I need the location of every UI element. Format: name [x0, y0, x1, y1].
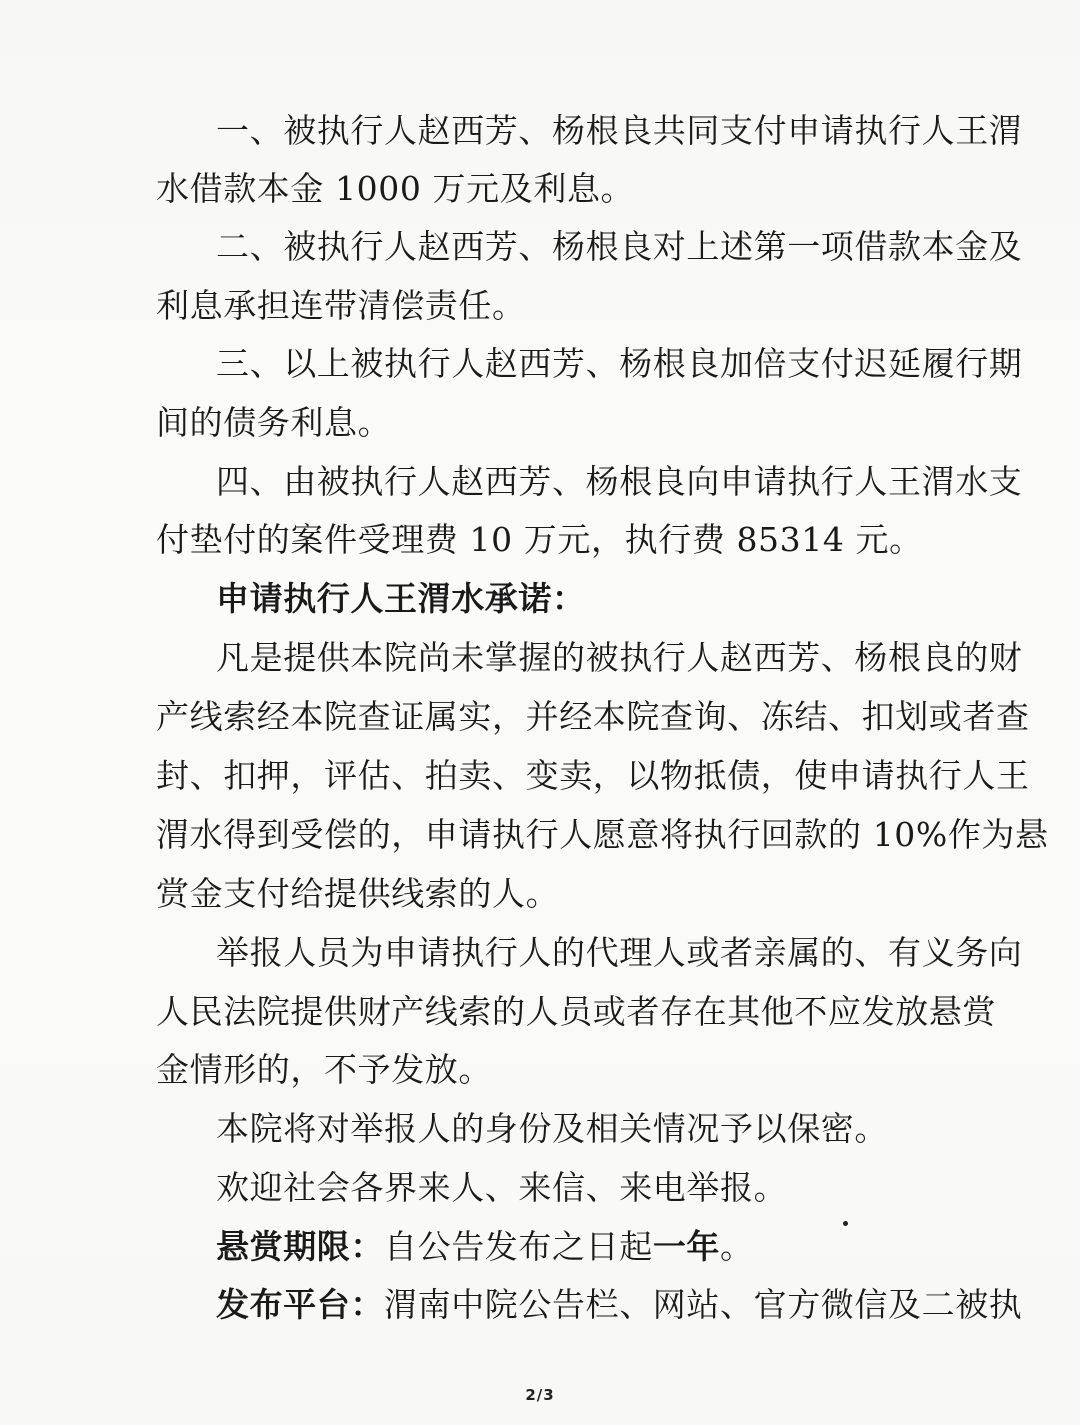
page-number: 2/3: [525, 1386, 555, 1404]
reward-period-label: 悬赏期限：: [216, 1227, 384, 1266]
paragraph-1-line-2: 水借款本金 1000 万元及利息。: [156, 169, 635, 208]
paragraph-6-line-1: 举报人员为申请执行人的代理人或者亲属的、有义务向: [216, 933, 1023, 972]
reward-period-line: [216, 1227, 754, 1267]
reward-period-end: 。: [720, 1227, 754, 1266]
paragraph-2-line-1: 二、被执行人赵西芳、杨根良对上述第一项借款本金及: [216, 227, 1023, 266]
paragraph-3-line-1: 三、以上被执行人赵西芳、杨根良加倍支付迟延履行期: [216, 344, 1023, 383]
platform-text: 渭南中院公告栏、网站、官方微信及二被执: [384, 1285, 1023, 1324]
reward-period-emphasis: 一年: [652, 1227, 721, 1266]
paragraph-2-line-2: 利息承担连带清偿责任。: [156, 286, 526, 325]
commitment-heading: 申请执行人王渭水承诺：: [216, 579, 586, 618]
paragraph-5-line-4: 渭水得到受偿的，申请执行人愿意将执行回款的 10%作为悬: [156, 815, 1049, 854]
paragraph-6-line-2: 人民法院提供财产线索的人员或者存在其他不应发放悬赏: [156, 992, 996, 1031]
paragraph-1-line-1: 一、被执行人赵西芳、杨根良共同支付申请执行人王渭: [216, 111, 1023, 150]
paragraph-4-line-1: 四、由被执行人赵西芳、杨根良向申请执行人王渭水支: [216, 462, 1023, 501]
paragraph-4-line-2: 付垫付的案件受理费 10 万元，执行费 85314 元。: [156, 520, 923, 559]
paragraph-5-line-5: 赏金支付给提供线索的人。: [156, 874, 560, 913]
paragraph-5-line-2: 产线索经本院查证属实，并经本院查询、冻结、扣划或者查: [156, 697, 1030, 736]
reward-period-text: 自公告发布之日起: [384, 1227, 653, 1266]
paragraph-5-line-1: 凡是提供本院尚未掌握的被执行人赵西芳、杨根良的财: [216, 638, 1023, 677]
confidentiality-line: 本院将对举报人的身份及相关情况予以保密。: [216, 1109, 888, 1148]
paragraph-3-line-2: 间的债务利息。: [156, 403, 392, 442]
scan-speck: [843, 1221, 848, 1226]
platform-line: [216, 1285, 1022, 1325]
platform-label: 发布平台：: [216, 1285, 384, 1324]
paragraph-6-line-3: 金情形的，不予发放。: [156, 1050, 492, 1089]
welcome-report-line: 欢迎社会各界来人、来信、来电举报。: [216, 1168, 788, 1207]
paragraph-5-line-3: 封、扣押，评估、拍卖、变卖，以物抵债，使申请执行人王: [156, 756, 1030, 795]
